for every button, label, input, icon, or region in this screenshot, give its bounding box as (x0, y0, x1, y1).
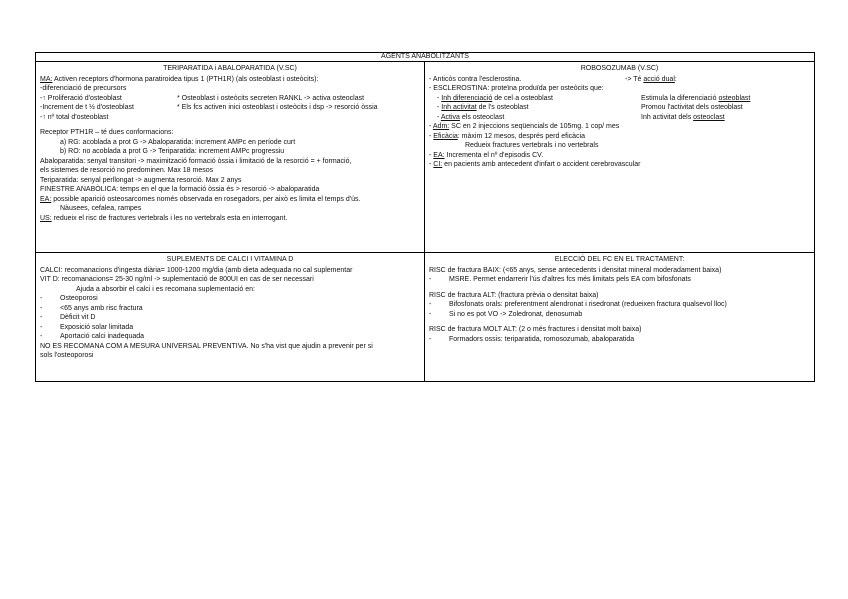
calci-cell (36, 253, 425, 382)
romosozumab-heading: ROBOSOZUMAB (V.SC) (580, 65, 659, 72)
eleccio-cell (425, 253, 815, 382)
romo-line: - Anticòs contra l'esclerostina. -> Té acció dual: (429, 75, 677, 83)
risc-alt: RISC de fractura ALT: (fractura prèvia o densitat baixa) (429, 291, 599, 299)
teri-us: US: redueix el risc de fractures vertebrals i les no vertebrals esta en interrogant. (40, 214, 288, 222)
romo-eficacia2: Redueix fractures vertebrals i no vertebrals (465, 142, 599, 150)
calci-item: - <65 anys amb risc fractura (40, 304, 143, 312)
teri-ro: b) RO: no acoblada a prot G -> Teriparatida: increment AMPc progressiu (60, 148, 285, 156)
teri-abalo2: els sistemes de resorció no predominen. Max 18 mesos (40, 167, 214, 175)
teri-ma: MA: Activen receptors d'hormona paratiroidea tipus 1 (PTH1R) (als osteoblast i osteòcits): (40, 75, 319, 83)
teriparatida-cell (36, 62, 425, 253)
calci-line: VIT D: recomanacions= 25-30 ng/ml -> suplementació de 800UI en cas de ser necessari (40, 276, 314, 284)
teri-ea2: Nàusees, cefalea, rampes (60, 205, 142, 213)
romo-ci: - CI: en pacients amb antecedent d'infart o accident cerebrovascular (429, 161, 641, 169)
romo-adm: - Adm: SC en 2 injeccions seqüencials de 105mg. 1 cop/ mes (429, 123, 620, 131)
risc-item: - Formadors ossis: teriparatida, romosozumab, abaloparatida (429, 335, 635, 343)
risc-item: - Bifosfonats orals: preferentment alendronat i risedronat (redueixen fractura qualsevol lloc) (429, 301, 727, 309)
romosozumab-cell (425, 62, 815, 253)
romo-ea: - EA: Incrementa el nº d'episodis CV. (429, 151, 544, 159)
romo-item: - Inh diferenciació de cel·a osteoblast Estimula la diferenciació osteoblast (437, 94, 751, 102)
teri-ea: EA: possible aparició osteosarcomes només observada en rosegadors, per això es limita el temps d'ús. (40, 195, 361, 203)
teri-rg: a) RG: acoblada a prot G -> Abaloparatida: increment AMPc en període curt (60, 138, 296, 146)
calci-line: NO ES RECOMANA COM A MESURA UNIVERSAL PREVENTIVA. No s'ha vist que ajudin a prevenir per si (40, 342, 373, 350)
table-title: AGENTS ANABOLITZANTS (36, 53, 815, 62)
romo-item: - Activa els osteoclast Inh activitat dels osteoclast (437, 113, 725, 121)
teri-line: -Increment de t ½ d'osteoblast * Els fcs activen inici osteoblast i osteòcits i dsp -> resorció òssia (40, 104, 378, 112)
teri-line: -↑ nº total d'osteoblast (40, 113, 109, 121)
calci-item: - Dèficit vit D (40, 314, 96, 322)
calci-line: sols l'osteoporosi (40, 352, 94, 360)
calci-line: CALCI: recomanacions d'ingesta diària= 1000-1200 mg/dia (amb dieta adequada no cal suplementar (40, 266, 353, 274)
romo-line: - ESCLEROSTINA: proteïna produïda per osteòcits que: (429, 85, 604, 93)
teri-line: -diferenciació de precursors (40, 85, 127, 93)
risc-item: - MSRE. Permet endarrerir l'ús d'altres fcs més limitats pels EA com bifosfonats (429, 276, 691, 284)
eleccio-heading: ELECCIÓ DEL FC EN EL TRACTAMENT: (554, 256, 685, 263)
calci-item: - Aportació calci inadequada (40, 333, 145, 341)
romo-item: - Inh activitat de l's osteoblast Promou l'activitat dels osteoblast (437, 104, 743, 112)
agents-table (35, 52, 815, 382)
calci-item: - Exposició solar limitada (40, 323, 134, 331)
romo-eficacia: - Eficàcia: màxim 12 mesos, després perd eficàcia (429, 132, 586, 140)
teri-abalo: Abaloparatida: senyal transitori -> maximització formació òssia i limitació de la resorció = + formació, (40, 157, 352, 165)
risc-baix: RISC de fractura BAIX: (<65 anys, sense antecedents i densitat mineral moderadament baixa) (429, 266, 722, 274)
teri-teri: Teriparatida: senyal perllongat -> augmenta resorció. Max 2 anys (40, 176, 242, 184)
risc-molt-alt: RISC de fractura MOLT ALT: (2 o més fractures i densitat molt baixa) (429, 326, 642, 334)
calci-item: - Osteoporosi (40, 295, 98, 303)
teri-finestre: FINESTRE ANABÒLICA: temps en el que la formació òssia és > resorció -> abaloparatida (40, 186, 320, 194)
calci-line: Ajuda a absorbir el calci i es recomana suplementació en: (76, 285, 255, 293)
risc-item: - Si no es pot VO -> Zoledronat, denosumab (429, 310, 583, 318)
calci-heading: SUPLEMENTS DE CALCI I VITAMINA D (166, 256, 294, 263)
teri-receptor: Receptor PTH1R – té dues conformacions: (40, 129, 174, 137)
teriparatida-heading: TERIPARATIDA i ABALOPARATIDA (V.SC) (163, 65, 297, 72)
teri-line: -↑ Proliferació d'osteoblast * Osteoblast i osteòcits secreten RANKL -> activa osteoclast (40, 94, 365, 102)
